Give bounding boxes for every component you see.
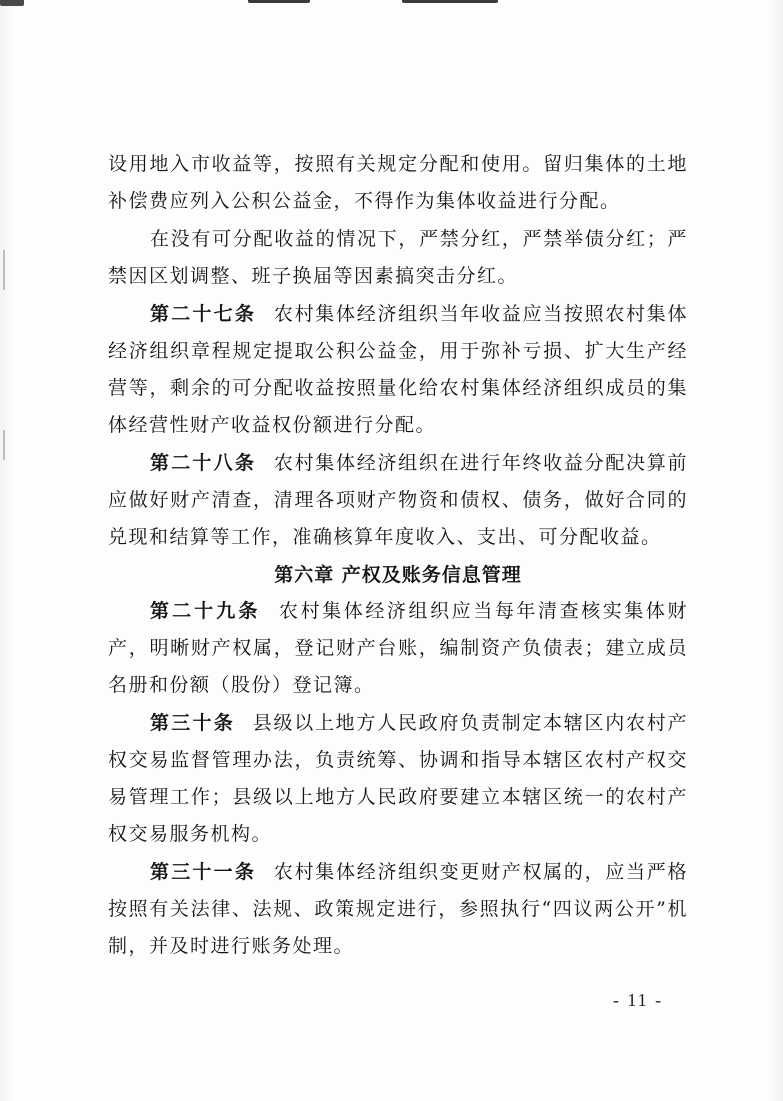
chapter-title: 第六章 产权及账务信息管理 bbox=[274, 564, 522, 586]
page-number: - 11 - bbox=[612, 990, 664, 1010]
paragraph-continued bbox=[108, 146, 688, 220]
article-text: 县级以上地方人民政府负责制定本辖区内农村产权交易监督管理办法，负责统筹、协调和指导本辖区农村产权交易管理工作；县级以上地方人民政府要建立本辖区统一的农村产权交易服务机构。 bbox=[108, 712, 688, 845]
article-28 bbox=[108, 445, 688, 556]
scan-edge-mark bbox=[248, 0, 310, 3]
article-text: 农村集体经济组织在进行年终收益分配决算前应做好财产清查，清理各项财产物资和债权、债务，做好合同的兑现和结算等工作，准确核算年度收入、支出、可分配收益。 bbox=[108, 452, 688, 548]
scan-edge-mark bbox=[402, 0, 498, 3]
article-heading: 第二十九条 bbox=[150, 600, 261, 622]
scan-edge-line bbox=[3, 250, 5, 290]
paragraph bbox=[108, 221, 688, 295]
article-text: 农村集体经济组织当年收益应当按照农村集体经济组织章程规定提取公积公益金，用于弥补亏损、扩大生产经营等，剩余的可分配收益按照量化给农村集体经济组织成员的集体经营性财产收益权份额进行分配。 bbox=[108, 303, 688, 436]
article-heading: 第二十八条 bbox=[150, 452, 257, 474]
paragraph-text: 在没有可分配收益的情况下，严禁分红，严禁举债分红；严禁因区划调整、班子换届等因素搞突击分红。 bbox=[108, 228, 688, 287]
scan-edge-mark bbox=[0, 0, 24, 6]
article-31 bbox=[108, 854, 688, 965]
article-29 bbox=[108, 593, 688, 704]
article-heading: 第三十一条 bbox=[150, 861, 257, 883]
article-text: 农村集体经济组织变更财产权属的，应当严格按照有关法律、法规、政策规定进行，参照执行“四议两公开”机制，并及时进行账务处理。 bbox=[108, 861, 688, 957]
document-body bbox=[108, 146, 688, 965]
scan-edge-line bbox=[3, 430, 5, 460]
article-heading: 第二十七条 bbox=[150, 303, 257, 325]
paragraph-text: 设用地入市收益等，按照有关规定分配和使用。留归集体的土地补偿费应列入公积公益金，不得作为集体收益进行分配。 bbox=[108, 153, 688, 212]
article-30 bbox=[108, 705, 688, 853]
article-text: 农村集体经济组织应当每年清查核实集体财产，明晰财产权属，登记财产台账，编制资产负债表；建立成员名册和份额（股份）登记簿。 bbox=[108, 600, 688, 696]
article-27 bbox=[108, 296, 688, 444]
article-heading: 第三十条 bbox=[150, 712, 235, 734]
